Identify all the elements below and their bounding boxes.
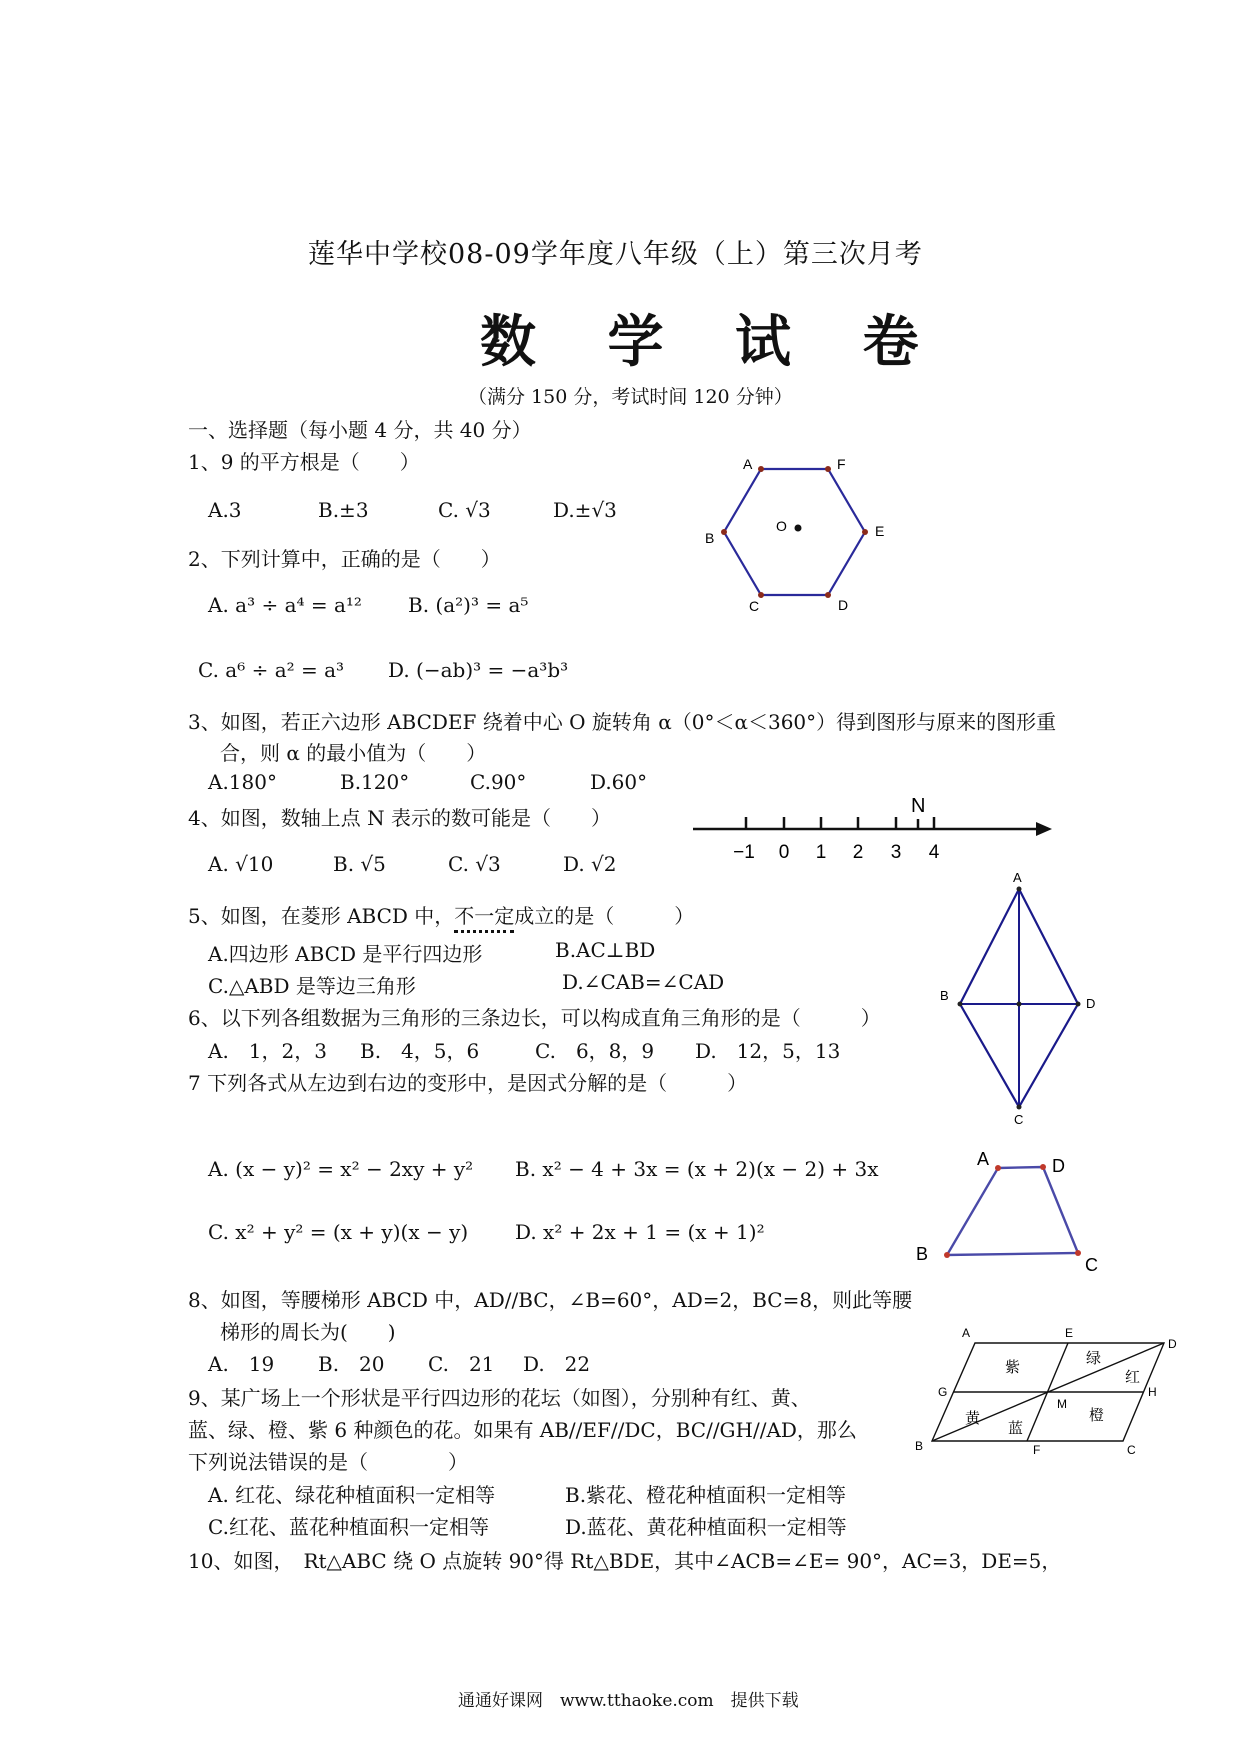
q9-option-d: D.蓝花、黄花种植面积一定相等 [565,1515,847,1539]
para-label-c: C [1127,1443,1136,1457]
q8-stem-line2: 梯形的周长为( ) [220,1320,396,1344]
q9-stem-line1: 9、某广场上一个形状是平行四边形的花坛（如图），分别种有红、黄、 [188,1386,811,1410]
q7-option-b: B. x² − 4 + 3x = (x + 2)(x − 2) + 3x [515,1157,879,1181]
hex-center-point [795,525,802,532]
q3-option-d: D.60° [590,770,648,794]
rhombus-vertex-c [1017,1105,1022,1110]
exam-info: （满分 150 分，考试时间 120 分钟） [468,386,793,408]
region-red: 红 [1125,1369,1141,1386]
trap-label-a: A [977,1149,990,1169]
number-line-figure [690,795,1060,870]
q2-option-a: A. a³ ÷ a⁴ = a¹² [208,593,362,617]
q2-option-c: C. a⁶ ÷ a² = a³ [198,658,345,682]
q9-stem-line2: 蓝、绿、橙、紫 6 种颜色的花。如果有 AB//EF//DC，BC//GH//AD，那么 [188,1418,857,1442]
q9-option-b: B.紫花、橙花种植面积一定相等 [565,1483,847,1507]
q6-option-d: D. 12，5，13 [695,1039,841,1063]
q10-stem: 10、如图， Rt△ABC 绕 O 点旋转 90°得 Rt△BDE，其中∠ACB=∠E= 90°，AC=3，DE=5， [188,1549,1062,1573]
school-header: 莲华中学校08-09学年度八年级（上）第三次月考 [308,239,923,270]
q3-stem-line1: 3、如图，若正六边形 ABCDEF 绕着中心 O 旋转角 α（0°＜α＜360°）得到图形与原来的图形重 [188,710,1057,734]
hex-label-d: D [838,597,849,613]
hex-label-e: E [875,523,885,539]
region-orange: 橙 [1089,1407,1105,1424]
q6-option-c: C. 6，8，9 [535,1039,655,1063]
para-label-m: M [1057,1397,1067,1411]
tick-label-2: 2 [852,842,864,863]
q1-option-a: A.3 [208,498,242,522]
trap-vertex-a [995,1165,1001,1171]
trap-label-b: B [916,1244,929,1264]
hex-label-f: F [837,456,846,472]
hex-vertex-e [862,529,868,535]
para-label-d: D [1168,1337,1177,1351]
q5-stem: 5、如图，在菱形 ABCD 中，不一定成立的是（ ） [188,900,694,929]
para-label-h: H [1148,1385,1157,1399]
q2-stem: 2、下列计算中，正确的是（ ） [188,547,501,571]
q8-option-d: D. 22 [523,1352,591,1376]
q2-option-b: B. (a²)³ = a⁵ [408,593,529,617]
hex-label-b: B [705,530,715,546]
q9-stem-line3: 下列说法错误的是（ ） [188,1450,468,1474]
para-label-a: A [962,1326,971,1340]
q1-stem: 1、9 的平方根是（ ） [188,450,420,474]
para-label-g: G [938,1385,948,1399]
section-heading: 一、选择题（每小题 4 分，共 40 分） [188,418,532,442]
region-yellow: 黄 [965,1410,981,1427]
trapezoid-figure [905,1135,1135,1285]
tick-label-3: 3 [890,842,902,863]
q4-option-c: C. √3 [448,852,501,876]
q1-option-b: B.±3 [318,498,369,522]
q8-option-b: B. 20 [318,1352,385,1376]
para-label-f: F [1033,1443,1041,1457]
q3-option-b: B.120° [340,770,410,794]
q7-stem: 7 下列各式从左边到右边的变形中，是因式分解的是（ ） [188,1071,748,1095]
region-green: 绿 [1086,1350,1102,1367]
q7-option-a: A. (x − y)² = x² − 2xy + y² [208,1157,474,1181]
q4-option-d: D. √2 [563,852,617,876]
q6-option-b: B. 4，5，6 [360,1039,480,1063]
rhombus-label-a: A [1013,870,1022,885]
trap-vertex-d [1040,1164,1046,1170]
tick-label-0: 0 [778,842,790,863]
rhombus-vertex-d [1076,1002,1081,1007]
q6-option-a: A. 1，2，3 [208,1039,327,1063]
q4-option-a: A. √10 [208,852,274,876]
hexagon-shape [724,469,865,595]
q8-option-c: C. 21 [428,1352,495,1376]
footer-source: 通通好课网 www.tthaoke.com 提供下载 [458,1691,799,1711]
q3-option-a: A.180° [208,770,277,794]
page-title: 数 学 试 卷 [480,310,945,375]
trap-label-c: C [1085,1255,1098,1275]
trap-vertex-c [1075,1250,1081,1256]
rhombus-figure [935,870,1095,1130]
q4-stem: 4、如图，数轴上点 N 表示的数可能是（ ） [188,806,611,830]
trapezoid-shape [947,1167,1078,1255]
q4-option-b: B. √5 [333,852,386,876]
hex-label-a: A [743,456,753,472]
q5-option-a: A.四边形 ABCD 是平行四边形 [208,942,483,966]
q7-option-c: C. x² + y² = (x + y)(x − y) [208,1220,469,1244]
q5-emphasis: 不一定 [454,904,514,933]
rhombus-label-d: D [1086,996,1095,1011]
hex-vertex-f [825,466,831,472]
rhombus-center [1017,1002,1022,1007]
q8-stem-line1: 8、如图，等腰梯形 ABCD 中，AD//BC，∠B=60°，AD=2，BC=8，则此等腰 [188,1288,913,1312]
parallelogram-figure [905,1320,1185,1470]
region-blue: 蓝 [1008,1420,1024,1437]
hex-label-c: C [749,598,760,614]
q6-stem: 6、以下列各组数据为三角形的三条边长，可以构成直角三角形的是（ ） [188,1006,881,1030]
q2-option-d: D. (−ab)³ = −a³b³ [388,658,569,682]
point-n-label: N [911,795,926,817]
hex-vertex-a [758,466,764,472]
q8-option-a: A. 19 [208,1352,275,1376]
q9-option-a: A. 红花、绿花种植面积一定相等 [208,1483,496,1507]
tick-label-1: 1 [815,842,827,863]
trap-label-d: D [1052,1156,1065,1176]
q7-option-d: D. x² + 2x + 1 = (x + 1)² [515,1220,765,1244]
rhombus-vertex-a [1017,887,1022,892]
para-label-e: E [1065,1326,1074,1340]
rhombus-label-b: B [940,988,949,1003]
tick-label-minus1: −1 [733,842,755,863]
q9-option-c: C.红花、蓝花种植面积一定相等 [208,1515,489,1539]
q1-option-d: D.±√3 [553,498,617,522]
q5-option-b: B.AC⊥BD [555,938,656,962]
hex-label-o: O [776,518,787,534]
q1-option-c: C. √3 [438,498,491,522]
rhombus-label-c: C [1014,1112,1024,1127]
region-purple: 紫 [1005,1359,1021,1376]
hex-vertex-d [825,592,831,598]
q3-option-c: C.90° [470,770,527,794]
q3-stem-line2: 合，则 α 的最小值为（ ） [220,741,487,765]
hex-vertex-b [721,529,727,535]
hexagon-figure [695,455,895,625]
para-label-b: B [915,1439,924,1453]
q5-option-d: D.∠CAB=∠CAD [562,970,725,994]
q5-option-c: C.△ABD 是等边三角形 [208,974,416,998]
rhombus-vertex-b [958,1002,963,1007]
number-line-arrow [1036,822,1052,836]
trap-vertex-b [944,1252,950,1258]
tick-label-4: 4 [928,842,940,863]
